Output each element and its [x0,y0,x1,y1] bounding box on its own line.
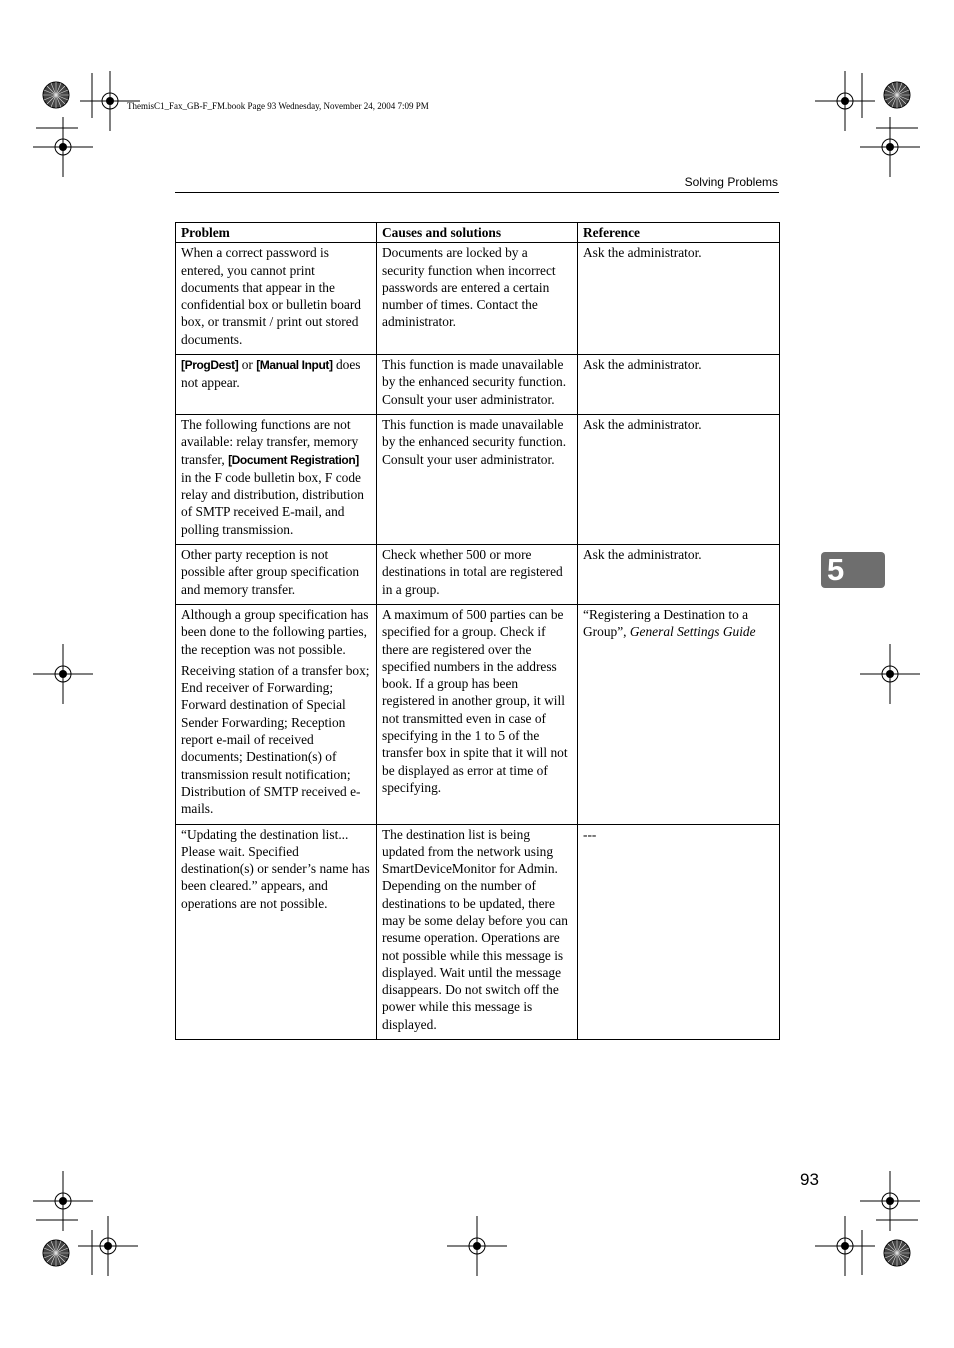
table-row [176,414,780,544]
reference-guide-title: General Settings Guide [629,624,756,640]
running-title: Solving Problems [684,175,778,189]
cause-cell: This function is made unavailable by the enhanced security function. Consult your user administrator. [377,355,578,415]
table-row [176,355,780,415]
table-row [176,545,780,605]
document-registration-key: [Document Registration] [228,452,359,467]
column-header-causes: Causes and solutions [377,223,578,243]
progdest-key: [ProgDest] [181,358,239,373]
problem-cell: When a correct password is entered, you cannot print documents that appear in the confidential box or bulletin board box, or transmit / print out stored documents. [176,243,377,355]
header-rule [175,192,779,193]
page-number: 93 [800,1170,819,1189]
chapter-tab [821,552,885,588]
problem-cell [176,355,377,415]
cause-cell: This function is made unavailable by the enhanced security function. Consult your user administrator. [377,414,578,544]
reference-text: “Registering a Destination to a Group”, [583,606,749,640]
problem-paragraph: Although a group specification has been done to the following parties, the reception was not possible. [181,606,369,657]
problem-text: The following functions are not available: relay transfer, memory transfer, [181,416,359,467]
reference-cell: Ask the administrator. [578,355,780,415]
problem-text: does not appear. [181,357,361,391]
reference-cell: Ask the administrator. [578,414,780,544]
cause-cell: Check whether 500 or more destinations in total are registered in a group. [377,545,578,605]
table-row [176,243,780,355]
problem-text: or [238,357,257,373]
reference-cell [578,604,780,824]
problem-table [175,222,780,1040]
chapter-number: 5 [827,552,845,587]
manual-input-key: [Manual Input] [256,358,333,373]
table-header-row [176,223,780,243]
reference-cell: Ask the administrator. [578,545,780,605]
problem-cell [176,604,377,824]
column-header-reference: Reference [578,223,780,243]
cause-cell: Documents are locked by a security function when incorrect passwords are entered a certain number of times. Contact the administrator. [377,243,578,355]
book-info: ThemisC1_Fax_GB-F_FM.book Page 93 Wednesday, November 24, 2004 7:09 PM [127,101,429,111]
problem-text: in the F code bulletin box, F code relay and distribution, distribution of SMTP received E-mail, and polling transmission. [181,469,364,537]
cause-cell: A maximum of 500 parties can be specified for a group. Check if there are registered over the specified numbers in the address book. If a group has been registered in another group, it will not transmitted even in case of specifying in the 1 to 5 of the transfer box in spite that it will not be displayed as error at time of specifying. [377,604,578,824]
table-row [176,824,780,1040]
reference-cell: Ask the administrator. [578,243,780,355]
column-header-problem: Problem [176,223,377,243]
table-row [176,604,780,824]
problem-cell: “Updating the destination list... Please wait. Specified destination(s) or sender’s name has been cleared.” appears, and operations are not possible. [176,824,377,1040]
cause-cell: The destination list is being updated from the network using SmartDeviceMonitor for Admin. Depending on the number of destinations to be updated, there may be some delay before you can resume operation. Operations are not possible while this message is displayed. Wait until the message disappears. Do not switch off the power while this message is displayed. [377,824,578,1040]
problem-cell [176,414,377,544]
problem-paragraph: Receiving station of a transfer box; End receiver of Forwarding; Forward destination of Special Sender Forwarding; Reception report e-mail of received documents; Destination(s) of transmission result notification; Distribution of SMTP received e-mails. [181,662,370,817]
problem-cell: Other party reception is not possible after group specification and memory transfer. [176,545,377,605]
reference-cell: --- [578,824,780,1040]
